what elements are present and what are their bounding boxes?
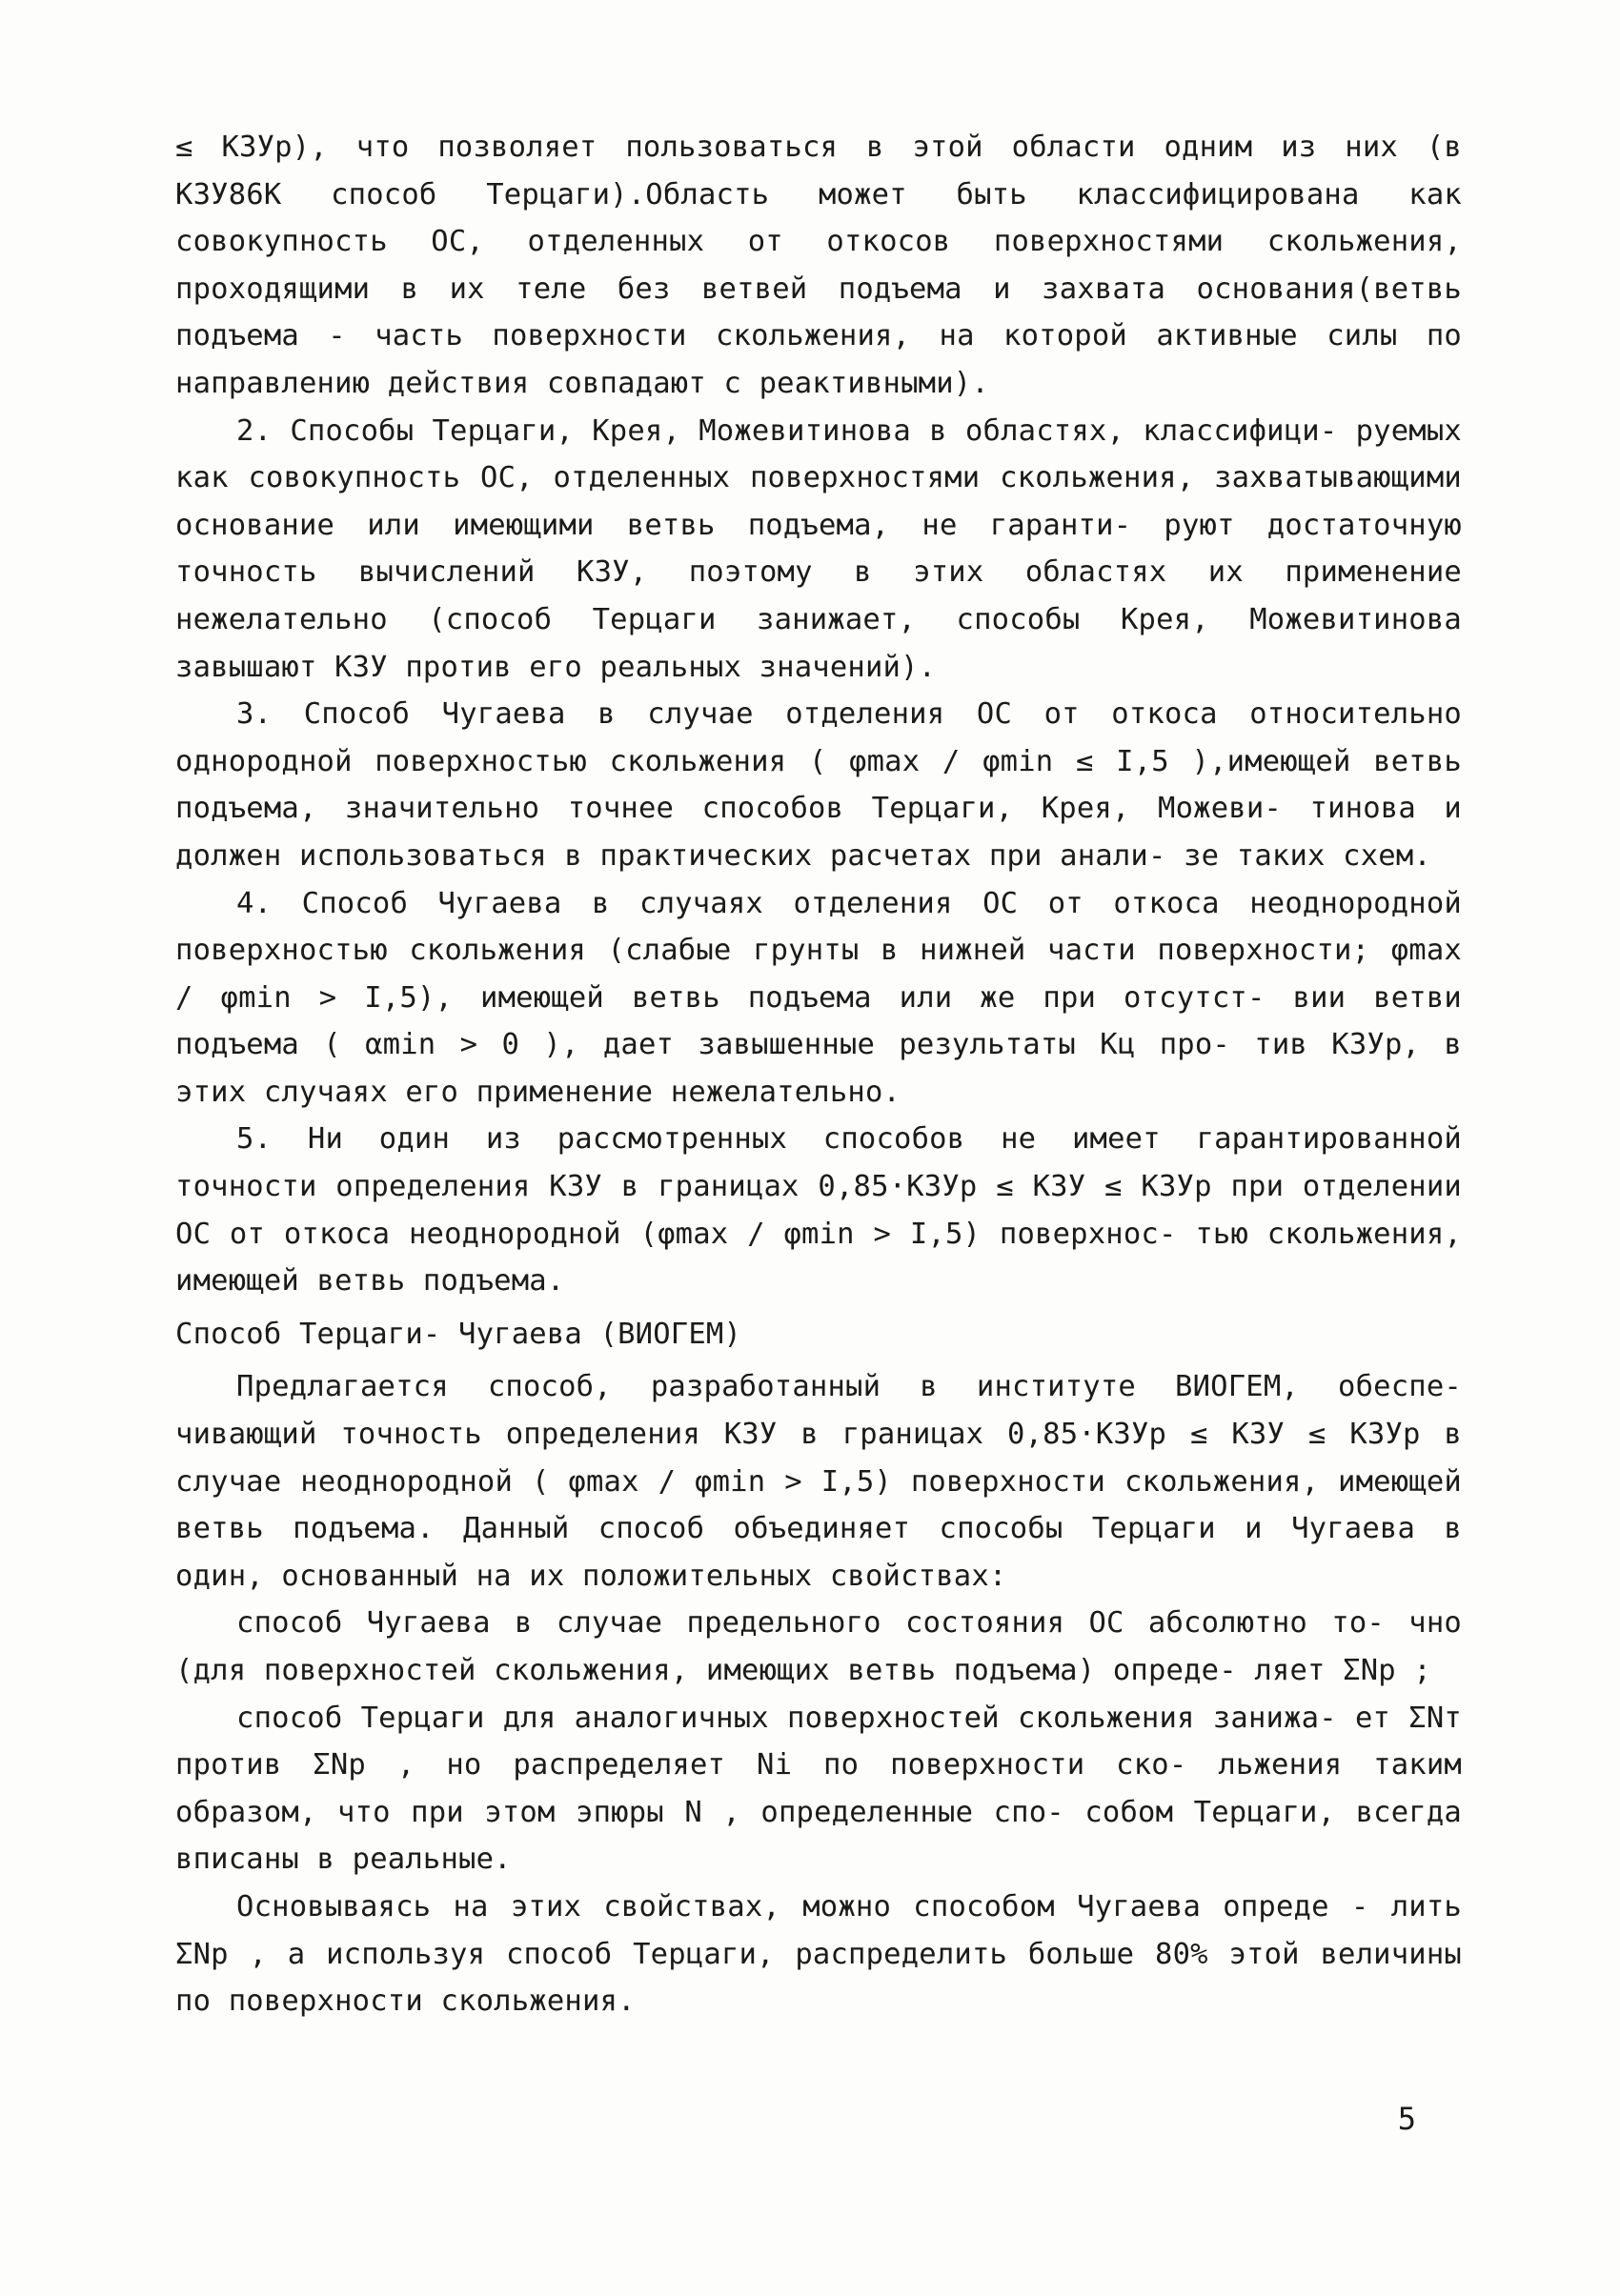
- paragraph-3: 3. Способ Чугаева в случае отделения ОС от откоса относительно однородной поверхностью скольжения ( φmax / φmin ≤ I,5 ),имеющей ветвь подъема, значительно точнее способов Терцаги, Крея, Можеви- тинова и должен использоваться в практических расчетах при анали- зе таких схем.: [175, 697, 1462, 873]
- paragraph-7: способ Чугаева в случае предельного состояния ОС абсолютно то- чно (для поверхностей скольжения, имеющих ветвь подъема) опреде- ляет ΣNр ;: [175, 1606, 1462, 1687]
- paragraph-4: 4. Способ Чугаева в случаях отделения ОС от откоса неоднородной поверхностью скольжения (слабые грунты в нижней части поверхности; φmax / φmin > I,5), имеющей ветвь подъема или же при отсутст- вии ветви подъема ( αmin > 0 ), дает завышенные результаты Кц про- тив КЗУр, в этих случаях его применение нежелательно.: [175, 886, 1462, 1109]
- section-heading: Способ Терцаги- Чугаева (ВИОГЕМ): [175, 1317, 742, 1351]
- paragraph-2: 2. Способы Терцаги, Крея, Можевитинова в областях, классифици- руемых как совокупность ОС, отделенных поверхностями скольжения, захватывающими основание или имеющими ветвь подъема, не гаранти- руют достаточную точность вычислений КЗУ, поэтому в этих областях их применение нежелательно (способ Терцаги занижает, способы Крея, Можевитинова завышают КЗУ против его реальных значений).: [175, 413, 1462, 684]
- paragraph-1: ≤ КЗУр), что позволяет пользоваться в этой области одним из них (в КЗУ86К способ Терцаги).Область может быть классифицирована как совокупность ОС, отделенных от откосов поверхностями скольжения, проходящими в их теле без ветвей подъема и захвата основания(ветвь подъема - часть поверхности скольжения, на которой активные силы по направлению действия совпадают с реактивными).: [175, 131, 1462, 400]
- paragraph-6: Предлагается способ, разработанный в институте ВИОГЕМ, обеспе- чивающий точность определения КЗУ в границах 0,85·КЗУр ≤ КЗУ ≤ КЗУр в случае неоднородной ( φmax / φmin > I,5) поверхности скольжения, имеющей ветвь подъема. Данный способ объединяет способы Терцаги и Чугаева в один, основанный на их положительных свойствах:: [175, 1370, 1462, 1593]
- paragraph-8: способ Терцаги для аналогичных поверхностей скольжения занижа- ет ΣNт против ΣNр , но распределяет Ni по поверхности ско- льжения таким образом, что при этом эпюры N , определенные спо- собом Терцаги, всегда вписаны в реальные.: [175, 1701, 1462, 1877]
- page-number: 5: [1397, 2101, 1416, 2137]
- body-text: [175, 124, 1462, 2025]
- paragraph-9: Основываясь на этих свойствах, можно способом Чугаева опреде - лить ΣNр , а используя способ Терцаги, распределить больше 80% этой величины по поверхности скольжения.: [175, 1889, 1462, 2019]
- paragraph-5: 5. Ни один из рассмотренных способов не имеет гарантированной точности определения КЗУ в границах 0,85·КЗУр ≤ КЗУ ≤ КЗУр при отделении ОС от откоса неоднородной (φmax / φmin > I,5) поверхнос- тью скольжения, имеющей ветвь подъема.: [175, 1122, 1462, 1299]
